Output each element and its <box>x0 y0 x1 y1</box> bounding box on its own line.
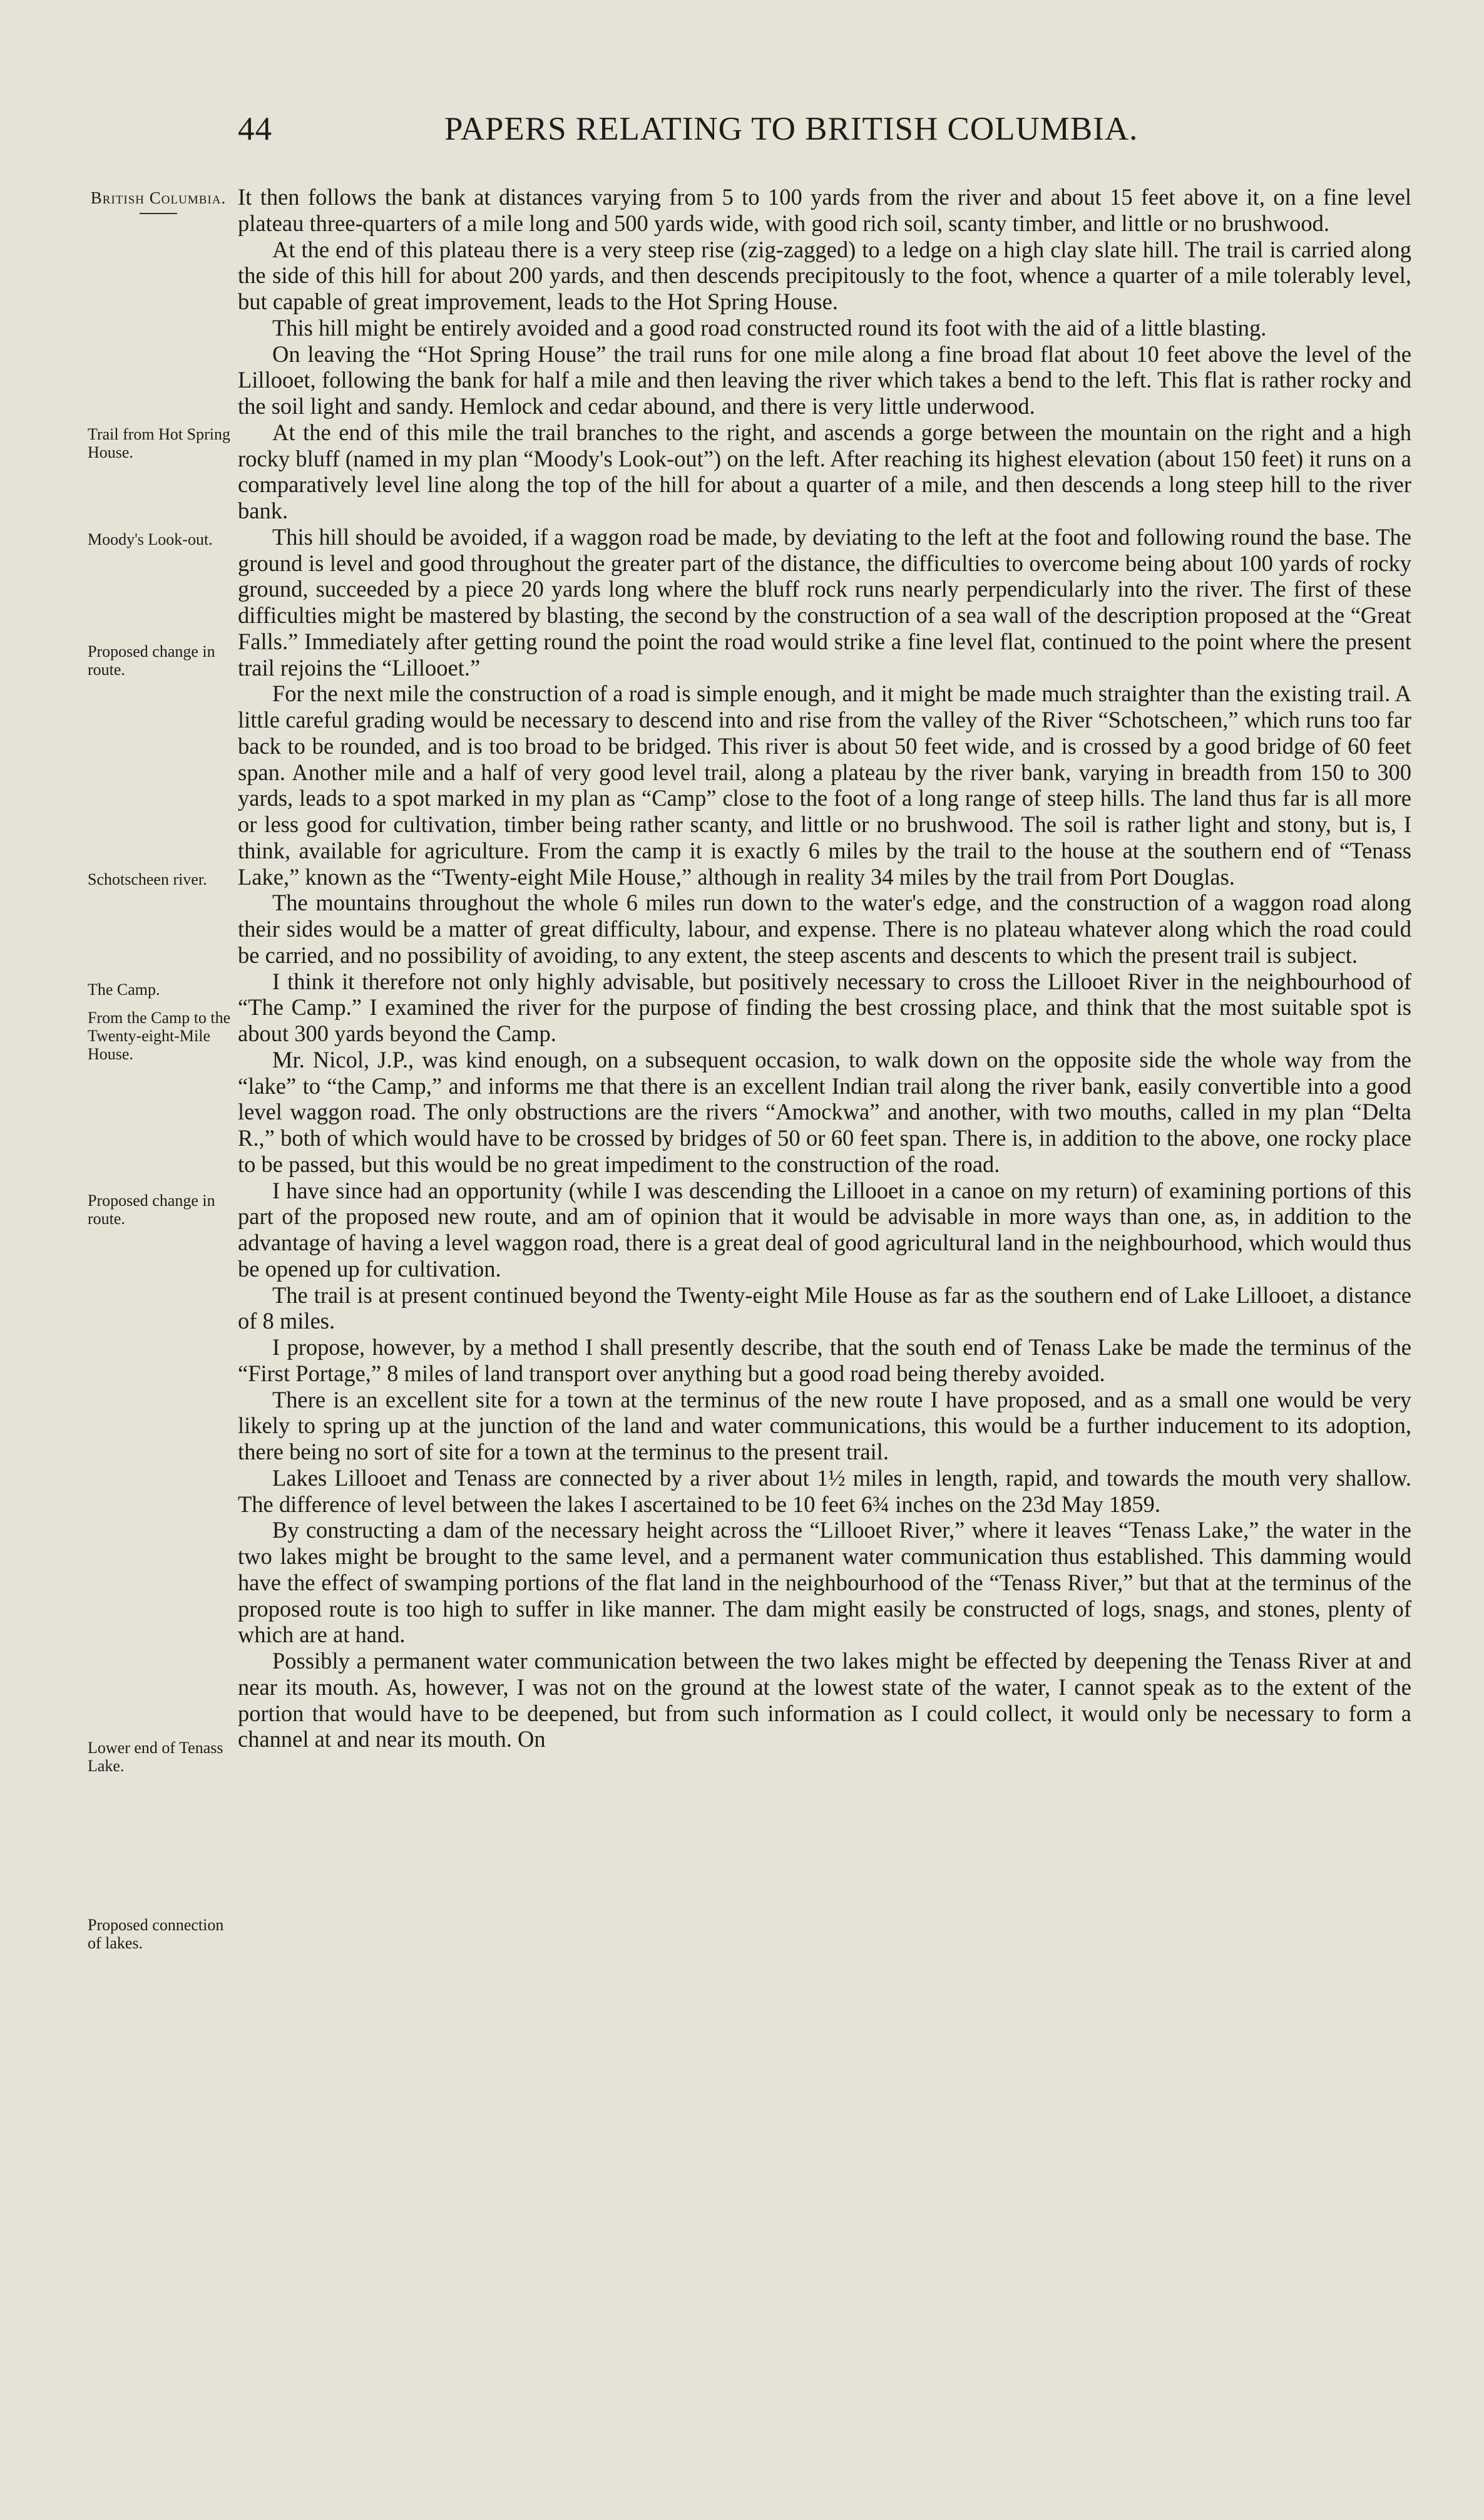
margin-heading <box>86 185 230 214</box>
paragraph: Possibly a permanent water communication between the two lakes might be effected by deepening the Tenass River at and near its mouth. As, however, I was not on the ground at the lowest state of the water, I cannot speak as to the extent of the portion that would have to be deepened, but from such information as I could collect, it would only be necessary to form a channel at and near its mouth. On <box>238 1648 1411 1752</box>
side-note: Lower end of Tenass Lake. <box>88 1739 223 1775</box>
paragraph: The trail is at present continued beyond the Twenty-eight Mile House as far as the southern end of Lake Lillooet, a distance of 8 miles. <box>238 1282 1411 1334</box>
side-note: From the Camp to the Twenty-eight-Mile House. <box>88 1009 231 1063</box>
body-text <box>238 184 1411 1752</box>
paragraph: For the next mile the construction of a road is simple enough, and it might be made much straighter than the existing trail. A little careful grading would be necessary to descend into and rise from the valley of the River “Schotscheen,” which runs too far back to be rounded, and is too broad to be bridged. This river is about 50 feet wide, and is crossed by a good bridge of 60 feet span. Another mile and a half of very good level trail, along a plateau by the river bank, varying in breadth from 150 to 300 yards, leads to a spot marked in my plan as “Camp” close to the foot of a long range of steep hills. The land thus far is all more or less good for cultivation, timber being rather scanty, and little or no brushwood. The soil is rather light and stony, but is, I think, available for agriculture. From the camp it is exactly 6 miles by the trail to the house at the southern end of “Tenass Lake,” known as the “Twenty-eight Mile House,” although in reality 34 miles by the trail from Port Douglas. <box>238 681 1411 890</box>
side-note: Proposed change in route. <box>88 642 215 679</box>
paragraph: This hill might be entirely avoided and a good road constructed round its foot with the aid of a little blasting. <box>272 314 1267 341</box>
paragraph: By constructing a dam of the necessary height across the “Lillooet River,” where it leaves “Tenass Lake,” the water in the two lakes might be brought to the same level, and a permanent water communication thus established. This damming would have the effect of swamping portions of the flat land in the neighbourhood of the “Tenass River,” but that at the terminus of the proposed route is too high to suffer in like manner. The dam might easily be constructed of logs, snags, and stones, plenty of which are at hand. <box>238 1517 1411 1648</box>
paragraph: At the end of this mile the trail branches to the right, and ascends a gorge between the mountain on the right and a high rocky bluff (named in my plan “Moody's Look-out”) on the left. After reaching its highest elevation (about 150 feet) it runs on a comparatively level line along the top of the hill for about a quarter of a mile, and then descends a long steep hill to the river bank. <box>238 419 1411 523</box>
page-number: 44 <box>238 111 272 147</box>
side-note: Schotscheen river. <box>88 870 207 888</box>
paragraph: This hill should be avoided, if a waggon road be made, by deviating to the left at the foot and following round the base. The ground is level and good throughout the greater part of the distance, the difficulties to overcome being about 100 yards of rocky ground, succeeded by a piece 20 yards long where the bluff rock runs nearly perpendicularly into the river. The first of these difficulties might be mastered by blasting, the second by the construction of a sea wall of the description proposed at the “Great Falls.” Immediately after getting round the point the road would strike a fine level flat, continued to the point where the present trail rejoins the “Lillooet.” <box>238 523 1411 681</box>
paragraph: I have since had an opportunity (while I was descending the Lillooet in a canoe on my return) of examining portions of this part of the proposed new route, and am of opinion that it would be advisable in more ways than one, as, in addition to the advantage of having a level waggon road, there is a great deal of good agricultural land in the neighbourhood, which would thus be opened up for cultivation. <box>238 1177 1411 1282</box>
running-title: PAPERS RELATING TO BRITISH COLUMBIA. <box>444 111 1139 147</box>
paragraph: At the end of this plateau there is a very steep rise (zig-zagged) to a ledge on a high clay slate hill. The trail is carried along the side of this hill for about 200 yards, and then descends precipitously to the foot, whence a quarter of a mile tolerably level, but capable of great improvement, leads to the Hot Spring House. <box>238 236 1411 314</box>
side-note: Trail from Hot Spring House. <box>88 425 230 461</box>
paragraph: Mr. Nicol, J.P., was kind enough, on a subsequent occasion, to walk down on the opposite side the whole way from the “lake” to “the Camp,” and informs me that there is an excellent Indian trail along the river bank, easily convertible into a good level waggon road. The only obstructions are the rivers “Amockwa” and another, with two mouths, called in my plan “Delta R.,” both of which would have to be crossed by bridges of 50 or 60 feet span. There is, in addition to the above, one rocky place to be passed, but this would be no great impediment to the construction of the road. <box>238 1046 1411 1177</box>
side-note: Proposed change in route. <box>88 1191 215 1228</box>
side-note: Proposed connection of lakes. <box>88 1916 224 1952</box>
paragraph: On leaving the “Hot Spring House” the trail runs for one mile along a fine broad flat about 10 feet above the level of the Lillooet, following the bank for half a mile and then leaving the river which takes a bend to the left. This flat is rather rocky and the soil light and sandy. Hemlock and cedar abound, and there is very little underwood. <box>238 341 1411 419</box>
paragraph: The mountains throughout the whole 6 miles run down to the water's edge, and the construction of a waggon road along their sides would be a matter of great difficulty, labour, and expense. There is no plateau whatever along which the road could be carried, and no possibility of avoiding, to any extent, the steep ascents and descents to which the present trail is subject. <box>238 890 1411 968</box>
side-note: The Camp. <box>88 980 160 999</box>
paragraph: I propose, however, by a method I shall presently describe, that the south end of Tenass Lake be made the terminus of the “First Portage,” 8 miles of land transport over anything but a good road being thereby avoided. <box>238 1334 1411 1386</box>
paragraph: It then follows the bank at distances varying from 5 to 100 yards from the river and about 15 feet above it, on a fine level plateau three-quarters of a mile long and 500 yards wide, with good rich soil, scanty timber, and little or no brushwood. <box>238 184 1411 236</box>
side-note: Moody's Look-out. <box>88 530 213 548</box>
paragraph: I think it therefore not only highly advisable, but positively necessary to cross the Lillooet River in the neighbourhood of “The Camp.” I examined the river for the purpose of finding the best crossing place, and think that the most suitable spot is about 300 yards beyond the Camp. <box>238 968 1411 1046</box>
margin-heading-text: British Columbia. <box>90 188 227 207</box>
margin-heading-rule <box>140 213 177 214</box>
paragraph: Lakes Lillooet and Tenass are connected by a river about 1½ miles in length, rapid, and towards the mouth very shallow. The difference of level between the lakes I ascertained to be 10 feet 6¾ inches on the 23d May 1859. <box>238 1464 1411 1517</box>
paragraph: There is an excellent site for a town at the terminus of the new route I have proposed, and as a small one would be very likely to spring up at the junction of the land and water communications, this would be a further inducement to its adoption, there being no sort of site for a town at the terminus to the present trail. <box>238 1386 1411 1464</box>
